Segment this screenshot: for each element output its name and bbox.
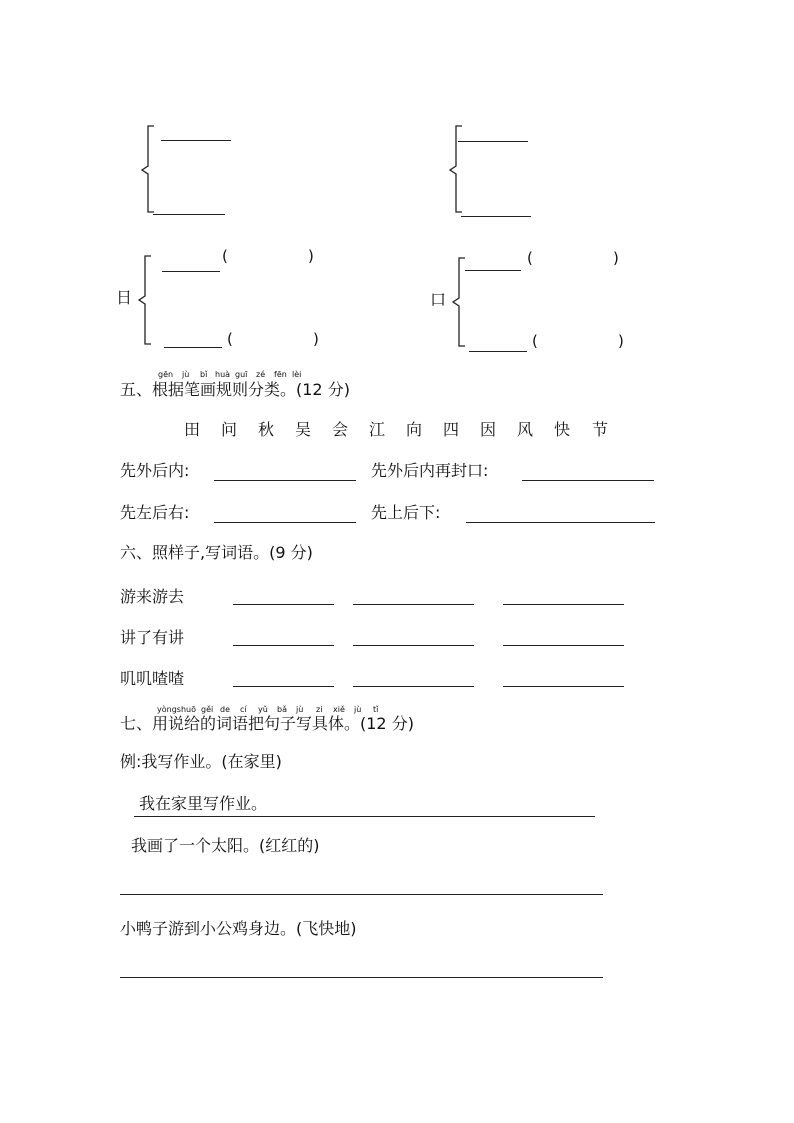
answer-line[interactable] <box>120 977 603 978</box>
pinyin: yǔ <box>258 705 268 714</box>
answer-line[interactable] <box>522 480 654 481</box>
section-7-title: 七、用说给的词语把句子写具体。(12 分) <box>120 714 414 733</box>
example-word: 游来游去 <box>120 587 185 606</box>
brace-ri <box>137 254 157 346</box>
char-item: 江 <box>369 420 386 439</box>
char-item: 四 <box>443 420 460 439</box>
char-item: 问 <box>221 420 238 439</box>
answer-line[interactable] <box>466 522 655 523</box>
blank-line[interactable] <box>164 347 222 348</box>
pinyin: guī <box>235 370 248 379</box>
paren-open: ( <box>227 330 233 348</box>
paren-open: ( <box>532 332 538 350</box>
char-item: 会 <box>332 420 349 439</box>
blank-line[interactable] <box>161 140 231 141</box>
answer-line[interactable] <box>214 522 356 523</box>
char-item: 吴 <box>295 420 312 439</box>
blank-line[interactable] <box>461 216 531 217</box>
paren-close: ) <box>618 332 624 350</box>
pinyin: gēn <box>158 370 174 379</box>
pinyin: jù <box>354 705 362 714</box>
char-item: 秋 <box>258 420 275 439</box>
paren-open: ( <box>222 247 228 265</box>
blank-line[interactable] <box>465 270 521 271</box>
char-item: 田 <box>184 420 201 439</box>
pinyin: cí <box>240 705 247 714</box>
example-word: 讲了有讲 <box>120 628 185 647</box>
example-label: 例:我写作业。(在家里) <box>120 752 282 771</box>
paren-close: ) <box>308 247 314 265</box>
answer-line[interactable] <box>503 604 624 605</box>
pinyin: lèi <box>292 370 302 379</box>
answer-line[interactable] <box>233 604 334 605</box>
pinyin: de <box>220 705 230 714</box>
center-char-ri: 日 <box>116 288 133 307</box>
pinyin: bǐ <box>200 370 208 379</box>
answer-line[interactable] <box>233 686 334 687</box>
example-underline <box>134 816 595 817</box>
pinyin: jù <box>296 705 304 714</box>
pinyin: gěi <box>201 705 214 714</box>
pinyin: jù <box>182 370 190 379</box>
char-item: 因 <box>480 420 497 439</box>
brace-top-right <box>448 124 468 214</box>
blank-line[interactable] <box>153 214 225 215</box>
example-answer: 我在家里写作业。 <box>139 794 268 813</box>
blank-line[interactable] <box>458 141 528 142</box>
pinyin: huà <box>215 370 231 379</box>
answer-line[interactable] <box>353 645 474 646</box>
answer-line[interactable] <box>503 686 624 687</box>
char-item: 节 <box>592 420 609 439</box>
answer-line[interactable] <box>353 604 474 605</box>
pinyin: fēn <box>274 370 287 379</box>
char-item: 向 <box>406 420 423 439</box>
pinyin: zé <box>256 370 266 379</box>
char-item: 快 <box>554 420 571 439</box>
pinyin: xiě <box>333 705 345 714</box>
pinyin: tǐ <box>373 705 379 714</box>
section-5-title: 五、根据笔画规则分类。(12 分) <box>120 380 350 399</box>
paren-close: ) <box>613 249 619 267</box>
rule-top-bottom: 先上后下: <box>371 503 441 522</box>
pinyin: yòngshuō <box>157 705 196 714</box>
rule-left-right: 先左后右: <box>120 503 190 522</box>
section-6-title: 六、照样子,写词语。(9 分) <box>120 543 313 562</box>
answer-line[interactable] <box>353 686 474 687</box>
answer-line[interactable] <box>233 645 334 646</box>
answer-line[interactable] <box>120 894 603 895</box>
example-word: 叽叽喳喳 <box>120 669 185 688</box>
rule-outer-inner-close: 先外后内再封口: <box>371 461 489 480</box>
answer-line[interactable] <box>214 480 356 481</box>
rule-outer-inner: 先外后内: <box>120 461 190 480</box>
blank-line[interactable] <box>162 271 220 272</box>
answer-line[interactable] <box>503 645 624 646</box>
brace-top-left <box>140 124 160 214</box>
question-1: 我画了一个太阳。(红红的) <box>131 836 320 855</box>
char-item: 风 <box>517 420 534 439</box>
center-char-kou: 口 <box>430 290 447 309</box>
paren-open: ( <box>527 249 533 267</box>
pinyin: bǎ <box>277 705 287 714</box>
question-2: 小鸭子游到小公鸡身边。(飞快地) <box>120 919 357 938</box>
paren-close: ) <box>313 330 319 348</box>
pinyin: zi <box>316 705 323 714</box>
blank-line[interactable] <box>469 351 527 352</box>
